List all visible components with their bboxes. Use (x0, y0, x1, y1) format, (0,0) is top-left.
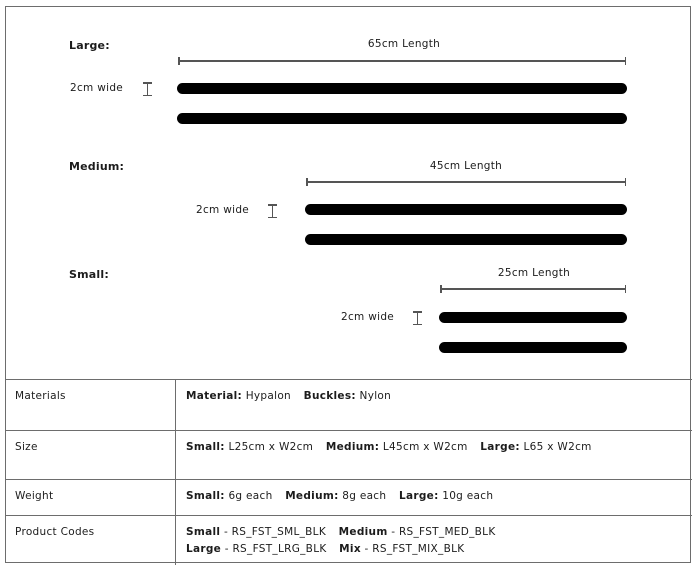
table-row (6, 431, 692, 480)
code-mix-value: - RS_FST_MIX_BLK (364, 543, 465, 555)
large-width-label: 2cm wide (70, 82, 124, 94)
materials-label: Materials (6, 380, 176, 431)
material-key: Material: (186, 390, 243, 402)
code-medium-value: - RS_FST_MED_BLK (391, 526, 496, 538)
weight-medium-value: 8g each (342, 490, 387, 502)
size-large-key: Large: (480, 441, 520, 453)
weight-large-key: Large: (398, 490, 439, 502)
size-small-key: Small: (186, 441, 225, 453)
weight-small-value: 6g each (228, 490, 273, 502)
code-large-value: - RS_FST_LRG_BLK (224, 543, 327, 555)
size-value (176, 431, 693, 480)
product-codes-line (186, 526, 692, 538)
weight-label: Weight (6, 480, 176, 516)
product-codes-line (186, 543, 692, 555)
small-length-dimension-line (440, 286, 626, 292)
product-codes-label: Product Codes (6, 516, 176, 565)
buckles-key: Buckles: (303, 390, 356, 402)
small-width-label: 2cm wide (341, 311, 395, 323)
weight-medium-key: Medium: (285, 490, 339, 502)
specifications-table (6, 379, 692, 565)
medium-width-label: 2cm wide (196, 204, 250, 216)
table-row (6, 516, 692, 565)
code-large-key: Large (186, 543, 222, 555)
large-length-label: 65cm Length (367, 38, 441, 50)
code-small-value: - RS_FST_SML_BLK (223, 526, 327, 538)
product-spec-sheet (5, 6, 691, 563)
small-size-title: Small: (69, 268, 109, 281)
size-diagram (6, 7, 692, 379)
medium-size-title: Medium: (69, 160, 125, 173)
size-small-value: L25cm x W2cm (228, 441, 314, 453)
width-marker-icon (143, 82, 152, 96)
material-value: Hypalon (245, 390, 291, 402)
code-medium-key: Medium (338, 526, 388, 538)
size-large-value: L65 x W2cm (523, 441, 592, 453)
table-row (6, 380, 692, 431)
medium-strap (305, 204, 627, 215)
medium-length-dimension-line (306, 179, 626, 185)
weight-value (176, 480, 693, 516)
large-length-dimension-line (178, 58, 626, 64)
table-row (6, 480, 692, 516)
large-strap (177, 113, 627, 124)
medium-length-label: 45cm Length (429, 160, 503, 172)
medium-strap (305, 234, 627, 245)
width-marker-icon (268, 204, 277, 218)
width-marker-icon (413, 311, 422, 325)
code-small-key: Small (186, 526, 221, 538)
size-medium-key: Medium: (325, 441, 380, 453)
product-codes-value (176, 516, 693, 565)
size-medium-value: L45cm x W2cm (382, 441, 468, 453)
materials-value (176, 380, 693, 431)
large-strap (177, 83, 627, 94)
size-label: Size (6, 431, 176, 480)
weight-small-key: Small: (186, 490, 225, 502)
buckles-value: Nylon (359, 390, 392, 402)
weight-large-value: 10g each (442, 490, 494, 502)
large-size-title: Large: (69, 39, 110, 52)
small-strap (439, 312, 627, 323)
small-length-label: 25cm Length (497, 267, 571, 279)
code-mix-key: Mix (339, 543, 361, 555)
small-strap (439, 342, 627, 353)
